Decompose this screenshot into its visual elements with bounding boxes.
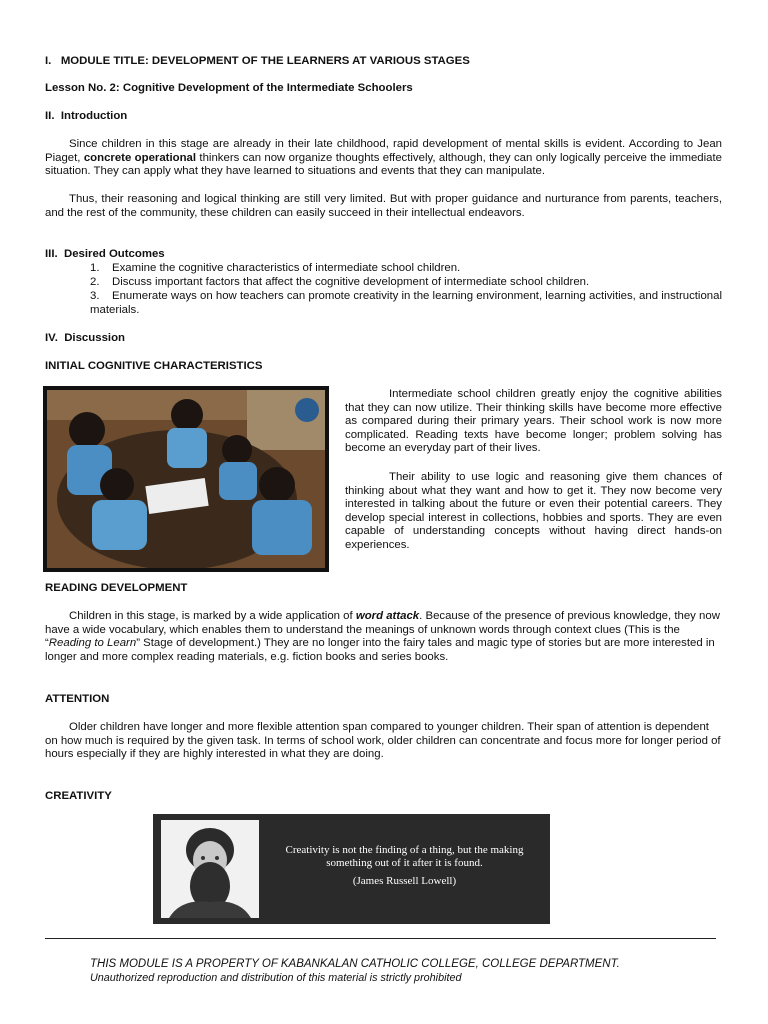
- reading-to-learn-term: Reading to Learn: [48, 637, 137, 650]
- quote-text: Creativity is not the finding of a thing, but the making something out of it after it is found.: [285, 844, 524, 869]
- outcomes-heading: III. Desired Outcomes: [45, 248, 165, 260]
- concrete-operational-term: concrete operational: [83, 151, 197, 164]
- attention-heading: ATTENTION: [45, 693, 110, 705]
- intro-paragraph-1: Since children in this stage are already in their late childhood, rapid development of mental skills is evident. According to Jean Piaget, concrete operational thinkers can now organize thoughts effectively, although, they can only logically perceive the immediate situation. They can apply what they have learned to situations and events that they can manipulate.: [45, 138, 722, 178]
- footer-divider: [45, 938, 716, 939]
- quote-attribution: (James Russell Lowell): [352, 875, 457, 887]
- attention-paragraph: Older children have longer and more flexible attention span compared to younger children. Their span of attention is dependent on how much is required by the given task. In terms of school work, older children can concentrate and focus more for longer period of hours especially if they are highly interested in what they are doing.: [45, 721, 721, 761]
- lesson-title: Lesson No. 2: Cognitive Development of the Intermediate Schoolers: [45, 82, 413, 94]
- word-attack-term: word attack: [355, 610, 420, 622]
- james-russell-lowell-portrait: [161, 820, 259, 918]
- footer-property-notice: THIS MODULE IS A PROPERTY OF KABANKALAN CATHOLIC COLLEGE, COLLEGE DEPARTMENT.: [90, 958, 620, 970]
- discussion-heading: IV. Discussion: [45, 332, 125, 344]
- classroom-children-photo: [43, 386, 329, 572]
- reading-paragraph: Children in this stage, is marked by a wide application of word attack. Because of the presence of previous knowledge, they now have a wide vocabulary, which enables them to understand the meanings of unknown words through context clues (This is the “Reading to Learn” Stage of development.) They are no longer into the fairy tales and magic type of stories but are more interested in longer and more complex reading materials, e.g. fiction books and series books.: [45, 610, 720, 663]
- outcome-item: 2. Discuss important factors that affect the cognitive development of intermediate school children.: [90, 276, 590, 288]
- initial-characteristics-heading: INITIAL COGNITIVE CHARACTERISTICS: [45, 360, 263, 372]
- outcome-item: 3. Enumerate ways on how teachers can promote creativity in the learning environment, learning activities, and instructional materials.: [90, 290, 722, 316]
- intro-paragraph-2: Thus, their reasoning and logical thinking are still very limited. But with proper guidance and nurturance from parents, teachers, and the rest of the community, these children can easily succeed in their intellectual endeavors.: [45, 193, 722, 219]
- initial-paragraph-2: Their ability to use logic and reasoning give them chances of thinking about what they want and how to get it. They now become very interested in talking about the future or even their potential careers. They develop special interest in collections, hobbies and sports. They are even capable of understanding concepts without having direct hands-on experiences.: [345, 471, 722, 551]
- module-title: I. MODULE TITLE: DEVELOPMENT OF THE LEARNERS AT VARIOUS STAGES: [45, 55, 470, 67]
- footer-reproduction-notice: Unauthorized reproduction and distribution of this material is strictly prohibited: [90, 972, 462, 984]
- introduction-heading: II. Introduction: [45, 110, 128, 122]
- creativity-quote-banner: [153, 814, 550, 924]
- creativity-heading: CREATIVITY: [45, 790, 112, 802]
- initial-paragraph-1: Intermediate school children greatly enjoy the cognitive abilities that they can now utilize. Their thinking skills have become more effective as compared during their primary years. Their school work is now more complicated. Reading texts have become longer; problem solving has become an everyday part of their lives.: [345, 388, 722, 455]
- reading-development-heading: READING DEVELOPMENT: [45, 582, 188, 594]
- outcome-item: 1. Examine the cognitive characteristics of intermediate school children.: [90, 262, 461, 274]
